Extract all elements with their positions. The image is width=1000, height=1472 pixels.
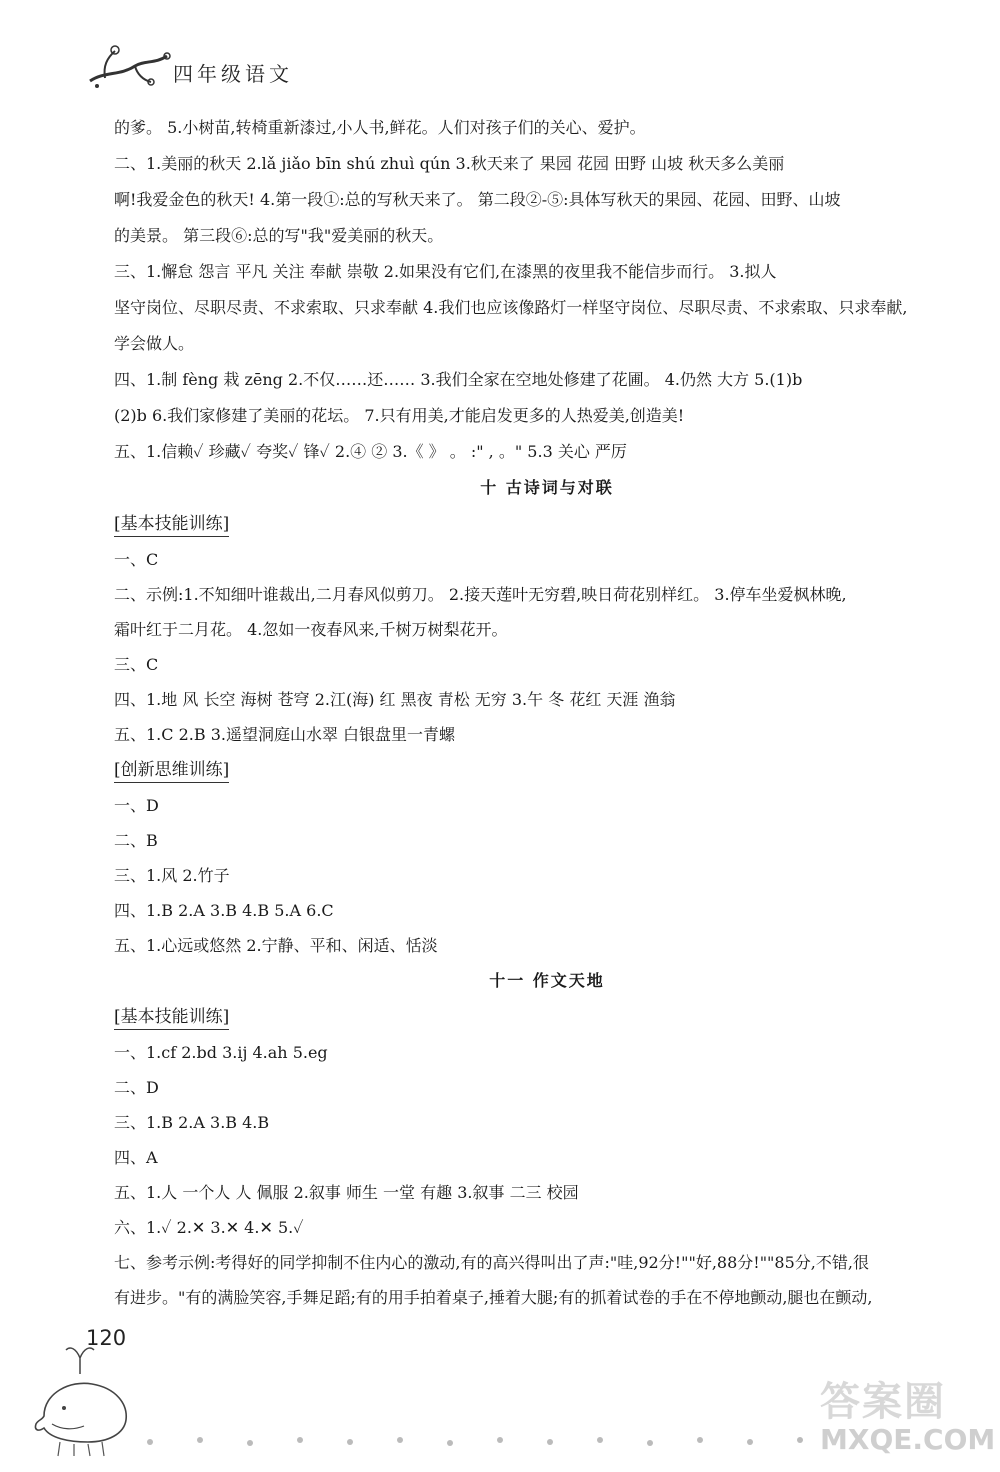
subsection-label: [创新思维训练] bbox=[114, 758, 940, 794]
text-line: 二、B bbox=[114, 831, 158, 850]
text-line: 四、1.B 2.A 3.B 4.B 5.A 6.C bbox=[114, 901, 334, 920]
whale-icon bbox=[30, 1338, 140, 1458]
section-title: 十一 作文天地 bbox=[489, 971, 605, 990]
text-line: 五、1.心远或悠然 2.宁静、平和、闲适、恬淡 bbox=[114, 936, 438, 955]
text-line: 五、1.信赖✓ 珍藏✓ 夸奖✓ 锋✓ 2.④ ② 3.《 》 。 :" , 。" 5.3 关心 严厉 bbox=[114, 442, 627, 461]
text-line: 二、D bbox=[114, 1078, 159, 1097]
text-line: 二、1.美丽的秋天 2.lǎ jiǎo bīn shú zhuì qún 3.秋天来了 果园 花园 田野 山坡 秋天多么美丽 bbox=[114, 154, 785, 173]
page-header bbox=[85, 36, 325, 106]
text-line: 六、1.✓ 2.✕ 3.✕ 4.✕ 5.✓ bbox=[114, 1218, 304, 1237]
subsection-label: [基本技能训练] bbox=[114, 512, 940, 548]
plum-branch-icon bbox=[85, 36, 175, 96]
text-line: 霜叶红于二月花。 4.忽如一夜春风来,千树万树梨花开。 bbox=[114, 620, 508, 639]
text-line: 二、示例:1.不知细叶谁裁出,二月春风似剪刀。 2.接天莲叶无穷碧,映日荷花别样红。 3.停车坐爱枫林晚, bbox=[114, 585, 847, 604]
text-line: 坚守岗位、尽职尽责、不求索取、只求奉献 4.我们也应该像路灯一样坚守岗位、尽职尽责、不求索取、只求奉献, bbox=[114, 298, 908, 317]
text-line: 四、1.制 fèng 栽 zēng 2.不仅……还…… 3.我们全家在空地处修建了花圃。 4.仍然 大方 5.(1)b bbox=[114, 370, 803, 389]
text-line: 五、1.人 一个人 人 佩服 2.叙事 师生 一堂 有趣 3.叙事 二三 校园 bbox=[114, 1183, 579, 1202]
text-line: 三、1.B 2.A 3.B 4.B bbox=[114, 1113, 270, 1132]
watermark bbox=[820, 1370, 996, 1460]
header-title: 四年级语文 bbox=[173, 62, 293, 86]
text-line: 七、参考示例:考得好的同学抑制不住内心的激动,有的高兴得叫出了声:"哇,92分!""好,88分!""85分,不错,很 bbox=[114, 1253, 869, 1272]
text-line: 啊!我爱金色的秋天! 4.第一段①:总的写秋天来了。 第二段②-⑤:具体写秋天的果园、花园、田野、山坡 bbox=[114, 190, 841, 209]
text-line: 四、1.地 风 长空 海树 苍穹 2.江(海) 红 黑夜 青松 无穷 3.午 冬 花红 天涯 渔翁 bbox=[114, 690, 676, 709]
text-line: 一、D bbox=[114, 796, 159, 815]
text-line: 五、1.C 2.B 3.遥望洞庭山水翠 白银盘里一青螺 bbox=[114, 725, 456, 744]
text-line: 有进步。"有的满脸笑容,手舞足蹈;有的用手拍着桌子,捶着大腿;有的抓着试卷的手在不停地颤动,腿也在颤动, bbox=[114, 1288, 873, 1307]
subsection-label: [基本技能训练] bbox=[114, 1005, 940, 1041]
watermark-bottom: MXQE.COM bbox=[820, 1423, 996, 1456]
answer-content bbox=[114, 116, 940, 1321]
section-title: 十 古诗词与对联 bbox=[480, 478, 614, 497]
footer-decoration bbox=[140, 1428, 820, 1458]
text-line: 四、A bbox=[114, 1148, 158, 1167]
page-number: 120 bbox=[86, 1326, 127, 1350]
text-line: 三、1.懈怠 怨言 平凡 关注 奉献 崇敬 2.如果没有它们,在漆黑的夜里我不能信步而行。 3.拟人 bbox=[114, 262, 777, 281]
text-line: (2)b 6.我们家修建了美丽的花坛。 7.只有用美,才能启发更多的人热爱美,创造美! bbox=[114, 406, 685, 425]
watermark-top: 答案圈 bbox=[820, 1379, 946, 1425]
text-line: 学会做人。 bbox=[114, 334, 195, 353]
text-line: 三、C bbox=[114, 655, 159, 674]
text-line: 一、C bbox=[114, 550, 159, 569]
text-line: 的爹。 5.小树苗,转椅重新漆过,小人书,鲜花。人们对孩子们的关心、爱护。 bbox=[114, 118, 646, 137]
text-line: 一、1.cf 2.bd 3.ij 4.ah 5.eg bbox=[114, 1043, 328, 1062]
text-line: 三、1.风 2.竹子 bbox=[114, 866, 230, 885]
text-line: 的美景。 第三段⑥:总的写"我"爱美丽的秋天。 bbox=[114, 226, 444, 245]
